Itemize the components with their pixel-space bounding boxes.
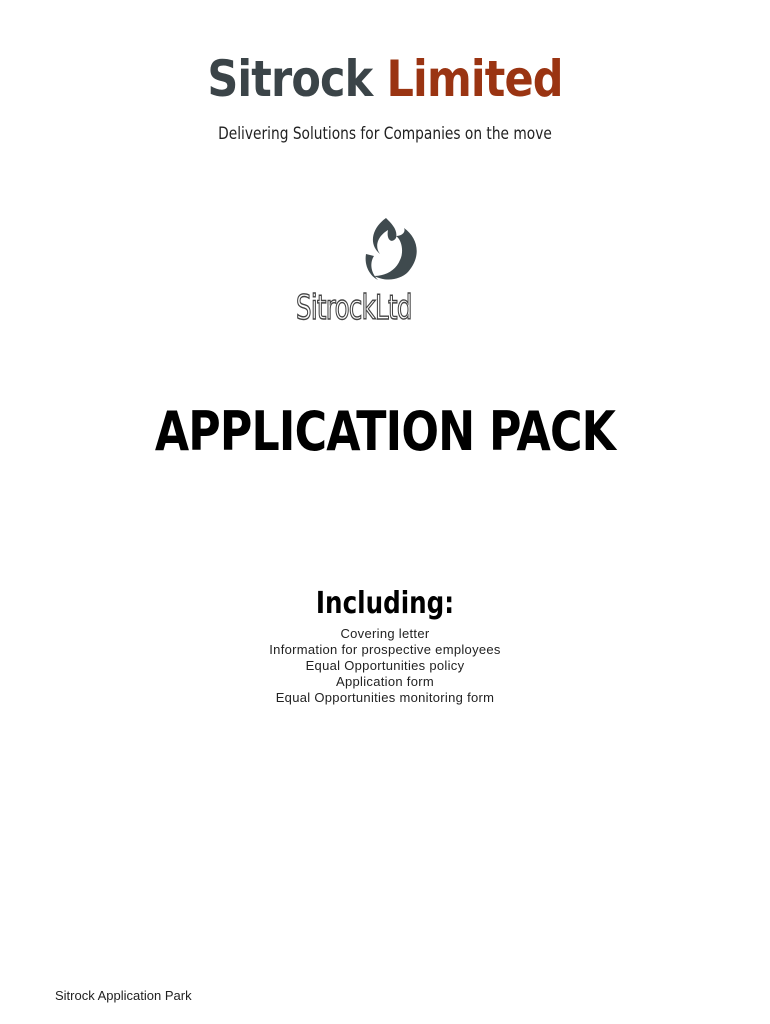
contents-item: Application form xyxy=(335,674,434,689)
contents-item: Equal Opportunities monitoring form xyxy=(275,690,495,705)
company-tagline: Delivering Solutions for Companies on the move xyxy=(218,124,552,144)
contents-item: Equal Opportunities policy xyxy=(305,658,465,673)
page-footer: Sitrock Application Park xyxy=(55,988,192,1003)
logo-text: SitrockLtd xyxy=(296,288,412,328)
contents-item: Information for prospective employees xyxy=(269,642,501,657)
company-name-part2: Limited xyxy=(386,50,563,108)
contents-list xyxy=(0,626,770,706)
document-title: APPLICATION PACK xyxy=(154,400,616,463)
company-name xyxy=(54,50,716,108)
contents-item: Covering letter xyxy=(340,626,430,641)
sitrock-flame-logo-icon xyxy=(356,214,426,294)
contents-heading: Including: xyxy=(315,586,455,621)
company-name-part1: Sitrock xyxy=(207,50,373,108)
sitrock-logo xyxy=(296,212,442,332)
